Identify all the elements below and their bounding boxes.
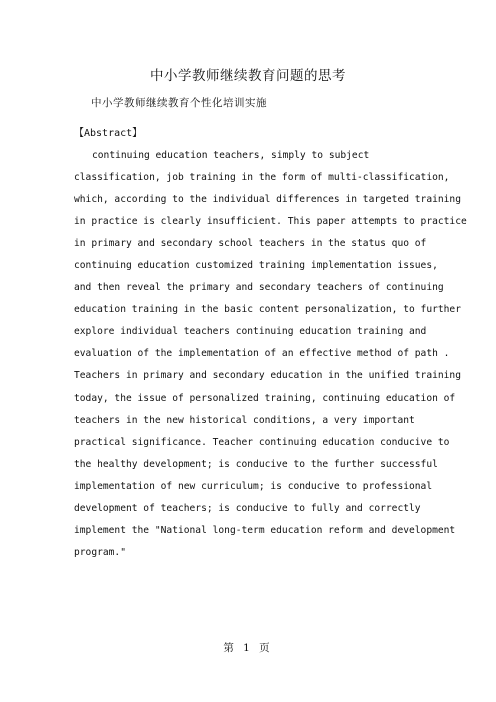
abstract-line: and then reveal the primary and secondary teachers of continuing — [74, 282, 444, 294]
abstract-line: program." — [74, 546, 126, 558]
abstract-line: continuing education customized training implementation issues, — [74, 260, 438, 272]
abstract-line: continuing education teachers, simply to subject — [92, 150, 370, 161]
document-subtitle: 中小学教师继续教育个性化培训实施 — [91, 97, 267, 109]
abstract-line: which, according to the individual differences in targeted training — [74, 194, 461, 206]
page-number-footer: 第 1 页 — [223, 642, 273, 654]
abstract-line: today, the issue of personalized training, continuing education of — [74, 392, 456, 404]
document-title: 中小学教师继续教育问题的思考 — [150, 68, 346, 84]
abstract-line: practical significance. Teacher continuing education conducive to — [74, 436, 450, 448]
abstract-line: development of teachers; is conducive to fully and correctly — [74, 502, 421, 514]
abstract-line: Teachers in primary and secondary education in the unified training — [74, 370, 461, 382]
abstract-line: teachers in the new historical conditions, a very important — [74, 414, 415, 426]
abstract-heading: 【Abstract】 — [74, 128, 143, 139]
abstract-line: education training in the basic content personalization, to further — [74, 304, 461, 316]
abstract-line: explore individual teachers continuing education training and — [74, 326, 427, 338]
abstract-line: implementation of new curriculum; is conducive to professional — [74, 480, 433, 492]
abstract-line: in primary and secondary school teachers in the status quo of — [74, 238, 427, 250]
abstract-line: implement the "National long-term education reform and development — [74, 524, 456, 536]
abstract-line: in practice is clearly insufficient. This paper attempts to practice — [74, 216, 467, 228]
abstract-line: evaluation of the implementation of an effective method of path . — [74, 348, 450, 360]
abstract-line: the healthy development; is conducive to the further successful — [74, 458, 438, 470]
abstract-body — [74, 145, 467, 564]
abstract-line: classification, job training in the form of multi-classification, — [74, 172, 450, 184]
